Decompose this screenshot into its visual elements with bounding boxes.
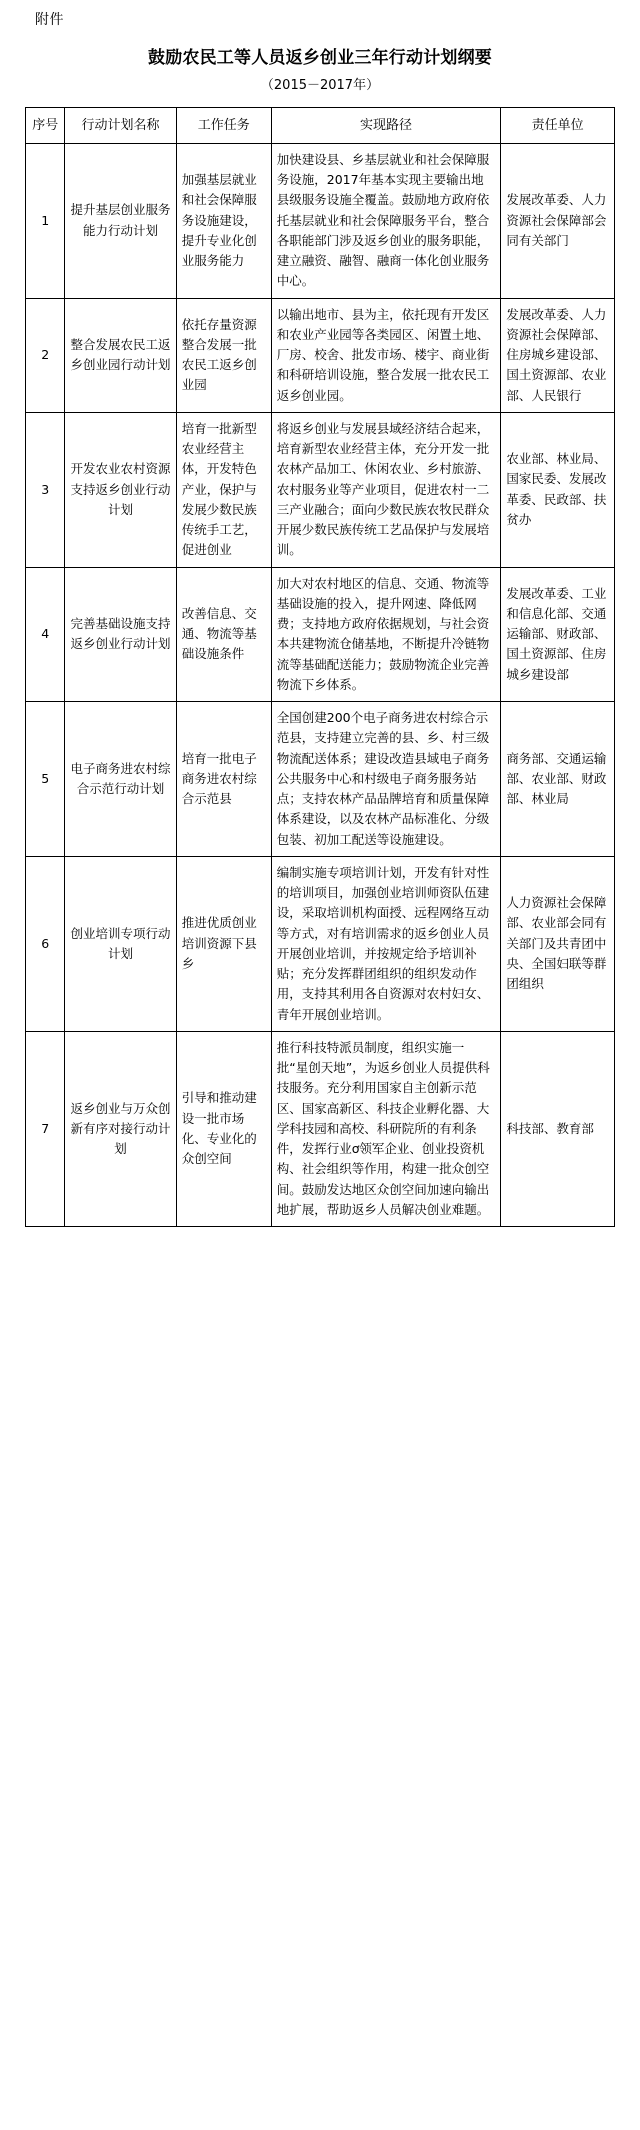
table-row <box>26 1031 615 1226</box>
table-row <box>26 143 615 298</box>
cell-unit: 农业部、林业局、国家民委、发展改革委、民政部、扶贫办 <box>501 412 615 567</box>
cell-plan-name: 完善基础设施支持返乡创业行动计划 <box>65 567 176 702</box>
table-row <box>26 856 615 1031</box>
column-header-path: 实现路径 <box>271 107 501 143</box>
cell-path: 加大对农村地区的信息、交通、物流等基础设施的投入，提升网速、降低网费；支持地方政府依据规划，与社会资本共建物流仓储基地，不断提升冷链物流等基础配送能力；鼓励物流企业完善物流下乡体系。 <box>271 567 501 702</box>
cell-unit: 发展改革委、人力资源社会保障部、住房城乡建设部、国土资源部、农业部、人民银行 <box>501 298 615 412</box>
action-plan-table <box>25 107 615 1227</box>
cell-task: 改善信息、交通、物流等基础设施条件 <box>176 567 271 702</box>
cell-path: 加快建设县、乡基层就业和社会保障服务设施，2017年基本实现主要输出地县级服务设施全覆盖。鼓励地方政府依托基层就业和社会保障服务平台，整合各职能部门涉及返乡创业的服务职能，建立融资、融智、融商一体化创业服务中心。 <box>271 143 501 298</box>
table-body <box>26 143 615 1226</box>
cell-unit: 发展改革委、工业和信息化部、交通运输部、财政部、国土资源部、住房城乡建设部 <box>501 567 615 702</box>
column-header-no: 序号 <box>26 107 65 143</box>
cell-unit: 发展改革委、人力资源社会保障部会同有关部门 <box>501 143 615 298</box>
cell-unit: 人力资源社会保障部、农业部会同有关部门及共青团中央、全国妇联等群团组织 <box>501 856 615 1031</box>
table-row <box>26 412 615 567</box>
cell-no: 5 <box>26 702 65 857</box>
cell-unit: 科技部、教育部 <box>501 1031 615 1226</box>
cell-no: 2 <box>26 298 65 412</box>
cell-unit: 商务部、交通运输部、农业部、财政部、林业局 <box>501 702 615 857</box>
cell-plan-name: 开发农业农村资源支持返乡创业行动计划 <box>65 412 176 567</box>
cell-no: 4 <box>26 567 65 702</box>
cell-task: 依托存量资源整合发展一批农民工返乡创业园 <box>176 298 271 412</box>
cell-no: 6 <box>26 856 65 1031</box>
column-header-unit: 责任单位 <box>501 107 615 143</box>
cell-no: 7 <box>26 1031 65 1226</box>
cell-no: 3 <box>26 412 65 567</box>
cell-task: 加强基层就业和社会保障服务设施建设，提升专业化创业服务能力 <box>176 143 271 298</box>
cell-path: 编制实施专项培训计划，开发有针对性的培训项目，加强创业培训师资队伍建设，采取培训机构面授、远程网络互动等方式，对有培训需求的返乡创业人员开展创业培训，并按规定给予培训补贴；充分发挥群团组织的组织发动作用，支持其利用各自资源对农村妇女、青年开展创业培训。 <box>271 856 501 1031</box>
cell-task: 推进优质创业培训资源下县乡 <box>176 856 271 1031</box>
cell-path: 推行科技特派员制度，组织实施一批“星创天地”，为返乡创业人员提供科技服务。充分利用国家自主创新示范区、国家高新区、科技企业孵化器、大学科技园和高校、科研院所的有利条件，发挥行业ơ领军企业、创业投资机构、社会组织等作用，构建一批众创空间。鼓励发达地区众创空间加速向输出地扩展，帮助返乡人员解决创业难题。 <box>271 1031 501 1226</box>
cell-path: 以输出地市、县为主，依托现有开发区和农业产业园等各类园区、闲置土地、厂房、校舍、批发市场、楼宇、商业街和科研培训设施，整合发展一批农民工返乡创业园。 <box>271 298 501 412</box>
table-row <box>26 298 615 412</box>
table-header-row <box>26 107 615 143</box>
cell-plan-name: 提升基层创业服务能力行动计划 <box>65 143 176 298</box>
table-row <box>26 567 615 702</box>
page-bottom-spacer <box>25 1227 615 1241</box>
column-header-task: 工作任务 <box>176 107 271 143</box>
table-row <box>26 702 615 857</box>
cell-task: 培育一批电子商务进农村综合示范县 <box>176 702 271 857</box>
attachment-label: 附件 <box>35 12 64 28</box>
column-header-plan-name: 行动计划名称 <box>65 107 176 143</box>
document-period-subtitle: （2015－2017年） <box>260 77 380 93</box>
cell-plan-name: 电子商务进农村综合示范行动计划 <box>65 702 176 857</box>
cell-task: 引导和推动建设一批市场化、专业化的众创空间 <box>176 1031 271 1226</box>
cell-plan-name: 返乡创业与万众创新有序对接行动计划 <box>65 1031 176 1226</box>
cell-path: 全国创建200个电子商务进农村综合示范县，支持建立完善的县、乡、村三级物流配送体系；建设改造县域电子商务公共服务中心和村级电子商务服务站点；支持农林产品品牌培育和质量保障体系建设，以及农林产品标准化、分级包装、初加工配送等设施建设。 <box>271 702 501 857</box>
cell-plan-name: 创业培训专项行动计划 <box>65 856 176 1031</box>
cell-no: 1 <box>26 143 65 298</box>
page-title: 鼓励农民工等人员返乡创业三年行动计划纲要 <box>148 47 492 68</box>
cell-plan-name: 整合发展农民工返乡创业园行动计划 <box>65 298 176 412</box>
document-page <box>0 12 640 1241</box>
cell-path: 将返乡创业与发展县域经济结合起来，培育新型农业经营主体，充分开发一批农林产品加工、休闲农业、乡村旅游、农村服务业等产业项目，促进农村一二三产业融合；面向少数民族农牧民群众开展少数民族传统工艺品保护与发展培训。 <box>271 412 501 567</box>
cell-task: 培育一批新型农业经营主体，开发特色产业，保护与发展少数民族传统手工艺，促进创业 <box>176 412 271 567</box>
